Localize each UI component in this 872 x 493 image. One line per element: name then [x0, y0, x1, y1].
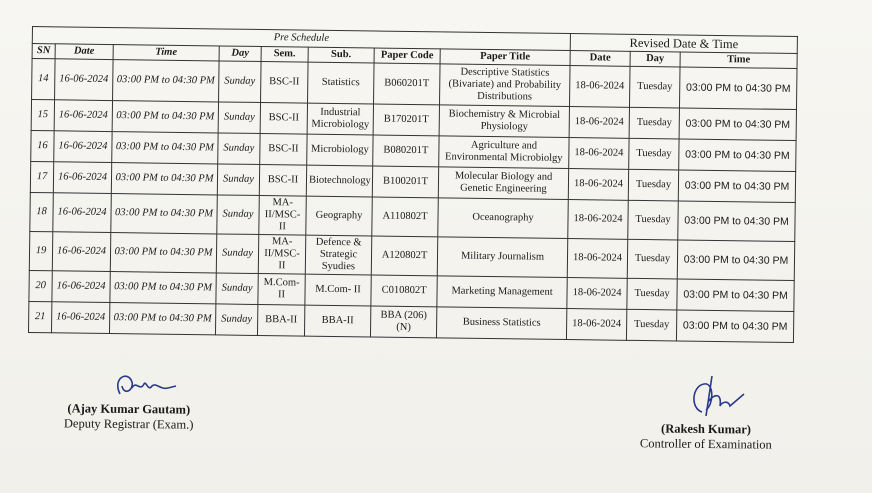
- cell-paper-code: B060201T: [374, 63, 441, 105]
- cell-day: Sunday: [216, 234, 259, 274]
- cell-revised-day: Tuesday: [629, 107, 679, 139]
- cell-paper-title: Oceanography: [438, 198, 569, 239]
- signatory-right: [640, 421, 772, 452]
- cell-revised-day: Tuesday: [627, 278, 677, 310]
- col-sn: SN: [32, 44, 55, 59]
- cell-paper-title: Agriculture and Environmental Microbiolgy: [439, 136, 569, 169]
- cell-sn: 21: [28, 301, 51, 332]
- cell-paper-title: Marketing Management: [437, 276, 567, 309]
- cell-revised-time: 03:00 PM to 04:30 PM: [677, 279, 794, 312]
- cell-sem: MA-II/MSC-II: [258, 234, 306, 274]
- cell-sub: Industrial Microbiology: [307, 103, 373, 135]
- cell-day: Sunday: [215, 304, 257, 336]
- signature-left-scribble: [110, 370, 180, 406]
- cell-sem: BBA-II: [257, 304, 304, 336]
- cell-sem: BSC-II: [261, 62, 309, 104]
- cell-sem: BSC-II: [260, 102, 307, 134]
- cell-paper-code: B080201T: [373, 135, 439, 167]
- cell-date: 16-06-2024: [51, 302, 109, 334]
- cell-revised-day: Tuesday: [627, 239, 678, 279]
- cell-revised-time: 03:00 PM to 04:30 PM: [678, 170, 795, 203]
- cell-sub: Biotechnology: [306, 165, 372, 197]
- cell-revised-date: 18-06-2024: [569, 107, 629, 139]
- cell-sub: Geography: [306, 196, 373, 236]
- pre-schedule-heading: Pre Schedule: [32, 27, 570, 51]
- cell-sem: BSC-II: [259, 164, 306, 196]
- cell-revised-day: Tuesday: [628, 169, 678, 201]
- cell-sn: 15: [31, 100, 54, 131]
- cell-revised-day: Tuesday: [629, 138, 679, 170]
- cell-revised-time: 03:00 PM to 04:30 PM: [678, 201, 796, 242]
- cell-time: 03:00 PM to 04:30 PM: [110, 233, 217, 273]
- cell-revised-date: 18-06-2024: [568, 169, 628, 201]
- signatory-left-designation: Deputy Registrar (Exam.): [63, 416, 194, 432]
- cell-sn: 18: [30, 192, 54, 231]
- col-sem: Sem.: [261, 47, 308, 63]
- cell-paper-code: B100201T: [372, 166, 438, 198]
- col-day: Day: [219, 46, 261, 62]
- cell-sub: Statistics: [308, 62, 375, 104]
- cell-paper-title: Military Journalism: [437, 237, 568, 278]
- cell-time: 03:00 PM to 04:30 PM: [112, 132, 218, 164]
- cell-time: 03:00 PM to 04:30 PM: [112, 101, 218, 133]
- cell-paper-code: B170201T: [373, 104, 439, 136]
- cell-revised-date: 18-06-2024: [566, 309, 626, 341]
- cell-day: Sunday: [219, 61, 262, 103]
- col-revised-date: Date: [570, 51, 630, 67]
- signatory-right-designation: Controller of Examination: [639, 436, 772, 452]
- cell-paper-title: Business Statistics: [436, 307, 566, 340]
- cell-revised-time: 03:00 PM to 04:30 PM: [680, 67, 798, 110]
- cell-time: 03:00 PM to 04:30 PM: [109, 303, 215, 335]
- cell-sn: 16: [31, 130, 54, 161]
- cell-sem: BSC-II: [260, 133, 307, 165]
- revised-heading: Revised Date & Time: [570, 34, 797, 54]
- cell-date: 16-06-2024: [53, 193, 112, 233]
- cell-date: 16-06-2024: [52, 271, 110, 303]
- cell-sem: MA-II/MSC-II: [259, 195, 307, 235]
- cell-date: 16-06-2024: [54, 131, 112, 163]
- cell-date: 16-06-2024: [55, 59, 114, 101]
- col-paper-code: Paper Code: [374, 48, 440, 64]
- cell-date: 16-06-2024: [54, 100, 112, 132]
- cell-sn: 14: [32, 59, 56, 100]
- cell-date: 16-06-2024: [53, 162, 111, 194]
- cell-paper-title: Biochemistry & Microbial Physiology: [439, 105, 569, 138]
- cell-date: 16-06-2024: [52, 232, 111, 272]
- cell-time: 03:00 PM to 04:30 PM: [111, 194, 218, 234]
- cell-revised-day: Tuesday: [626, 309, 676, 341]
- col-date: Date: [55, 44, 113, 60]
- cell-sn: 17: [30, 161, 53, 192]
- cell-sn: 20: [29, 270, 52, 301]
- cell-day: Sunday: [218, 102, 260, 134]
- cell-revised-time: 03:00 PM to 04:30 PM: [679, 139, 796, 172]
- cell-time: 03:00 PM to 04:30 PM: [111, 163, 217, 195]
- revised-schedule-table: [28, 26, 798, 343]
- cell-time: 03:00 PM to 04:30 PM: [110, 272, 216, 304]
- cell-paper-title: Descriptive Statistics (Bivariate) and Probability Distributions: [440, 64, 571, 107]
- cell-day: Sunday: [217, 195, 260, 235]
- col-revised-day: Day: [630, 51, 680, 67]
- signatory-right-name: (Rakesh Kumar): [660, 421, 752, 437]
- cell-revised-date: 18-06-2024: [567, 239, 628, 279]
- cell-time: 03:00 PM to 04:30 PM: [113, 60, 220, 102]
- signatory-left: [64, 401, 194, 432]
- cell-sub: BBA-II: [304, 305, 370, 337]
- cell-day: Sunday: [217, 164, 259, 196]
- cell-paper-code: BBA (206) (N): [370, 306, 436, 338]
- cell-revised-date: 18-06-2024: [570, 66, 631, 108]
- cell-day: Sunday: [216, 273, 258, 305]
- col-revised-time: Time: [680, 52, 797, 69]
- cell-revised-day: Tuesday: [630, 66, 681, 108]
- cell-paper-code: A110802T: [372, 197, 439, 237]
- cell-revised-date: 18-06-2024: [569, 138, 629, 170]
- cell-revised-day: Tuesday: [628, 200, 679, 240]
- cell-revised-time: 03:00 PM to 04:30 PM: [679, 108, 796, 141]
- cell-sub: Defence & Strategic Syudies: [305, 235, 372, 275]
- cell-sub: Microbiology: [307, 134, 373, 166]
- cell-revised-time: 03:00 PM to 04:30 PM: [677, 240, 795, 281]
- col-paper-title: Paper Title: [440, 49, 570, 66]
- cell-sn: 19: [29, 231, 53, 270]
- signature-right-scribble: [684, 372, 750, 422]
- cell-paper-code: A120802T: [371, 236, 438, 276]
- cell-revised-date: 18-06-2024: [567, 278, 627, 310]
- col-sub: Sub.: [308, 47, 374, 63]
- col-time: Time: [113, 45, 219, 61]
- cell-paper-title: Molecular Biology and Genetic Engineering: [438, 167, 568, 200]
- signatory-left-name: (Ajay Kumar Gautam): [67, 401, 191, 417]
- cell-paper-code: C010802T: [371, 275, 437, 307]
- cell-sem: M.Com-II: [258, 273, 305, 305]
- cell-day: Sunday: [218, 133, 260, 165]
- cell-sub: M.Com- II: [305, 274, 371, 306]
- cell-revised-time: 03:00 PM to 04:30 PM: [676, 310, 793, 343]
- cell-revised-date: 18-06-2024: [568, 200, 629, 240]
